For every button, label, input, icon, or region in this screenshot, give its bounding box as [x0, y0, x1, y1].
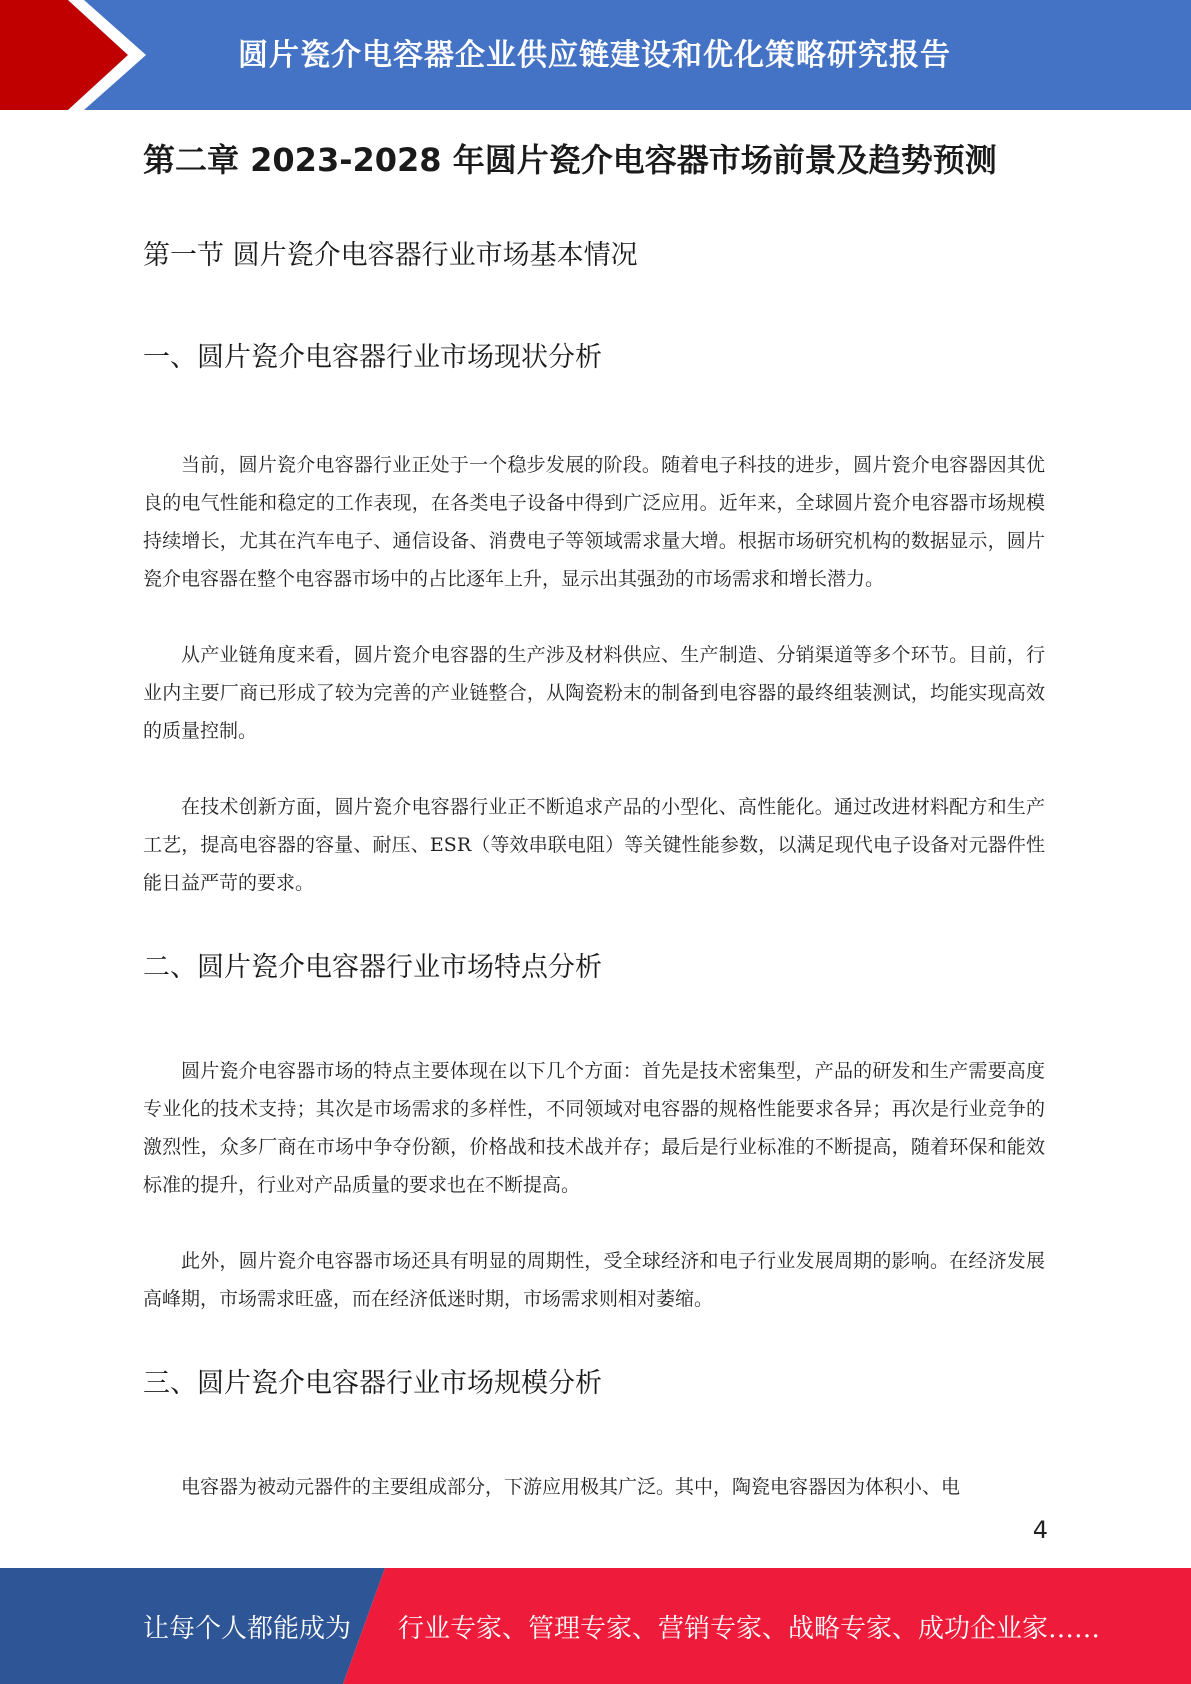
- paragraph: 在技术创新方面，圆片瓷介电容器行业正不断追求产品的小型化、高性能化。通过改进材料配方和生产工艺，提高电容器的容量、耐压、ESR（等效串联电阻）等关键性能参数，以满足现代电子设备对元器件性能日益严苛的要求。: [143, 796, 1045, 894]
- section-title: 第一节 圆片瓷介电容器行业市场基本情况: [143, 240, 638, 271]
- paragraph: 电容器为被动元器件的主要组成部分，下游应用极其广泛。其中，陶瓷电容器因为体积小、电: [181, 1476, 961, 1498]
- footer-banner: [0, 1568, 1191, 1684]
- document-body: [143, 138, 1045, 1506]
- header-red-chevron: [0, 0, 128, 110]
- report-title: 圆片瓷介电容器企业供应链建设和优化策略研究报告: [238, 38, 951, 73]
- header-arrow-decoration: [0, 0, 160, 110]
- subsection-title-3: 三、圆片瓷介电容器行业市场规模分析: [143, 1368, 602, 1399]
- paragraph: 此外，圆片瓷介电容器市场还具有明显的周期性，受全球经济和电子行业发展周期的影响。在经济发展高峰期，市场需求旺盛，而在经济低迷时期，市场需求则相对萎缩。: [143, 1250, 1045, 1310]
- page-number: 4: [1032, 1516, 1048, 1544]
- footer-slogan-left: 让每个人都能成为: [143, 1614, 352, 1644]
- paragraph: 当前，圆片瓷介电容器行业正处于一个稳步发展的阶段。随着电子科技的进步，圆片瓷介电容器因其优良的电气性能和稳定的工作表现，在各类电子设备中得到广泛应用。近年来，全球圆片瓷介电容器市场规模持续增长，尤其在汽车电子、通信设备、消费电子等领域需求量大增。根据市场研究机构的数据显示，圆片瓷介电容器在整个电容器市场中的占比逐年上升，显示出其强劲的市场需求和增长潜力。: [143, 454, 1045, 590]
- subsection-title-1: 一、圆片瓷介电容器行业市场现状分析: [143, 342, 602, 373]
- paragraph: 从产业链角度来看，圆片瓷介电容器的生产涉及材料供应、生产制造、分销渠道等多个环节。目前，行业内主要厂商已形成了较为完善的产业链整合，从陶瓷粉末的制备到电容器的最终组装测试，均能实现高效的质量控制。: [143, 644, 1045, 742]
- footer-slogan-right: 行业专家、管理专家、营销专家、战略专家、成功企业家……: [398, 1614, 1101, 1644]
- chapter-title: 第二章 2023-2028 年圆片瓷介电容器市场前景及趋势预测: [143, 141, 997, 179]
- paragraph: 圆片瓷介电容器市场的特点主要体现在以下几个方面：首先是技术密集型，产品的研发和生产需要高度专业化的技术支持；其次是市场需求的多样性，不同领域对电容器的规格性能要求各异；再次是行业竞争的激烈性，众多厂商在市场中争夺份额，价格战和技术战并存；最后是行业标准的不断提高，随着环保和能效标准的提升，行业对产品质量的要求也在不断提高。: [143, 1060, 1045, 1196]
- subsection-title-2: 二、圆片瓷介电容器行业市场特点分析: [143, 952, 602, 983]
- header-banner: [0, 0, 1191, 110]
